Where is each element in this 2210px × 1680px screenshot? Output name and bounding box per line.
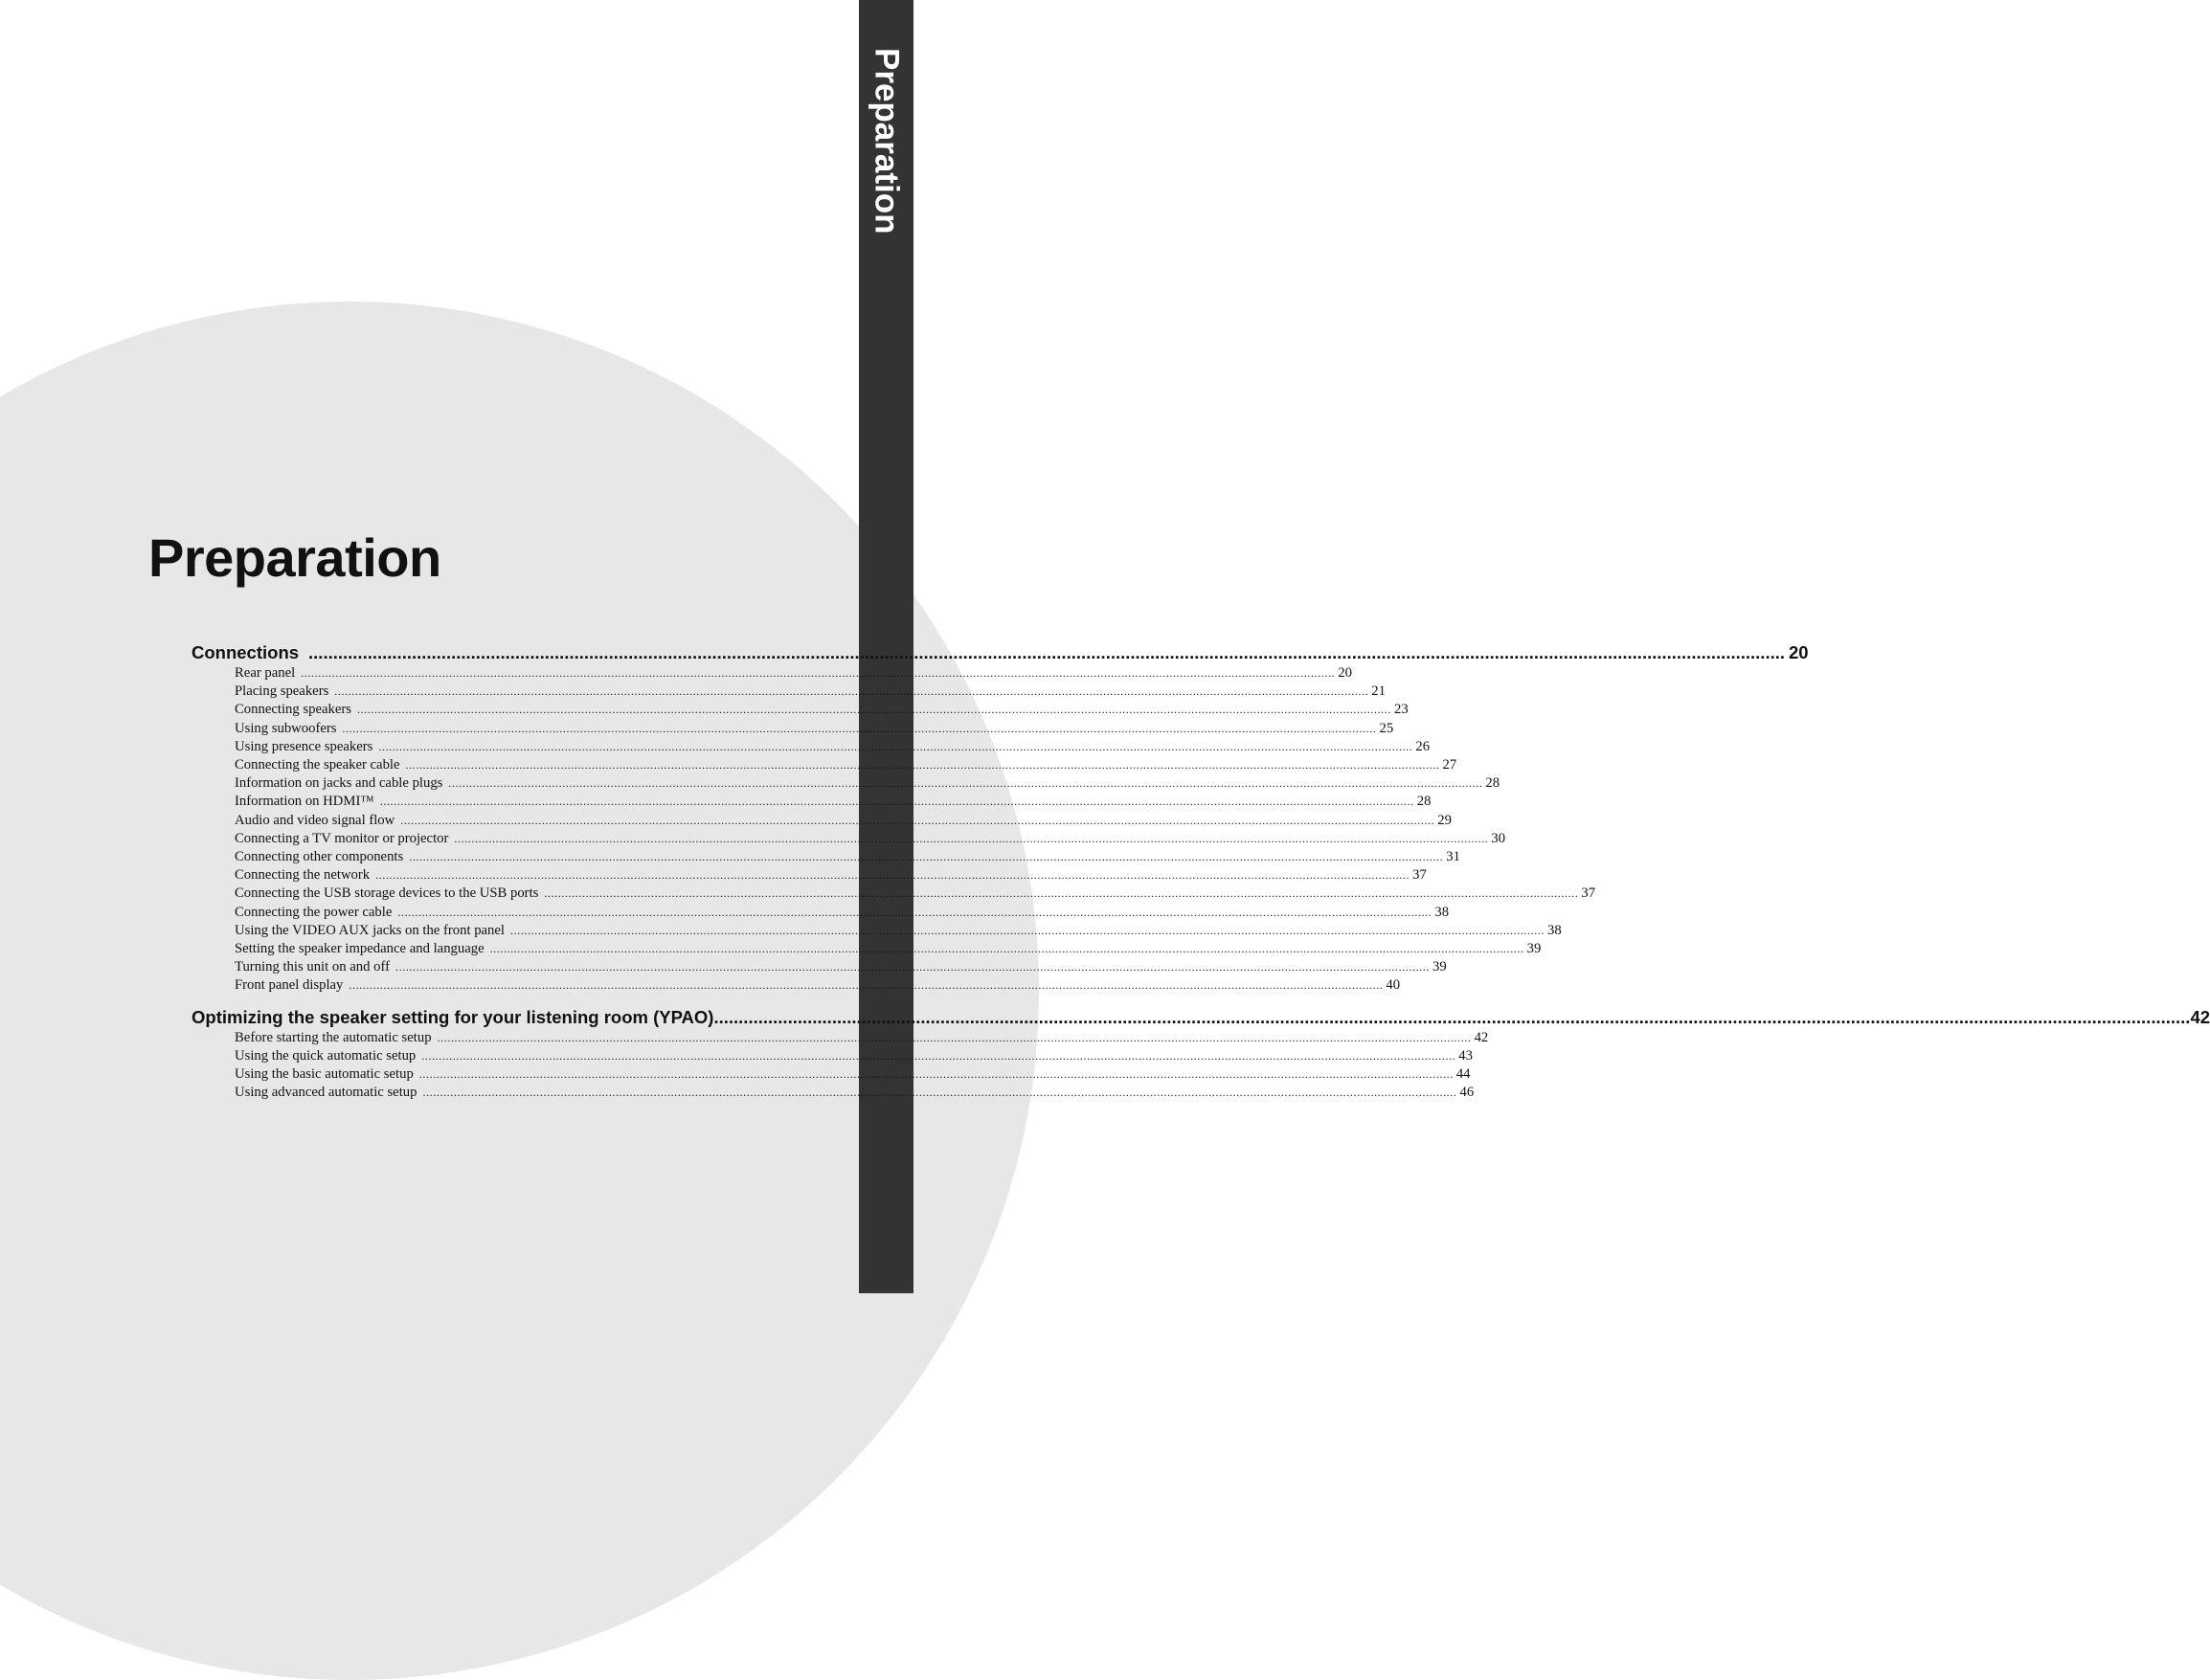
toc-entry-title: Information on jacks and cable plugs: [235, 775, 443, 792]
toc-entry-title: Setting the speaker impedance and language: [235, 941, 485, 957]
toc-entry-title: Using presence speakers: [235, 738, 373, 754]
toc-entry-title: Using advanced automatic setup: [235, 1085, 417, 1101]
toc-entry[interactable]: [235, 812, 1452, 830]
toc-entry-page: 30: [1491, 830, 1506, 846]
toc-entry[interactable]: [235, 958, 1447, 976]
leader-dots: ............................................................................................................................................................................................................................................................................................................: [378, 739, 1413, 753]
toc-entry-title: Connecting a TV monitor or projector: [235, 830, 449, 846]
leader-dots: ............................................................................................................................................................................................................................................................................................................: [301, 666, 1336, 680]
toc-entry-title: Rear panel: [235, 665, 296, 681]
toc-entry-page: 39: [1432, 959, 1447, 975]
toc-entry-page: 25: [1379, 720, 1394, 736]
toc-entry-page: 26: [1415, 738, 1431, 754]
toc-entry-title: Connecting the network: [235, 867, 371, 884]
leader-dots: ............................................................................................................................................................................................................................................................................................................: [544, 886, 1579, 901]
toc-entry-page: 28: [1416, 794, 1432, 810]
toc-entry-page: 29: [1437, 812, 1452, 828]
toc-entry-page: 43: [1458, 1047, 1473, 1064]
toc-entry-title: Using the quick automatic setup: [235, 1047, 417, 1064]
toc-entry[interactable]: [235, 720, 1394, 738]
leader-dots: ............................................................................................................................................................................................................................................................................................................: [409, 850, 1444, 864]
leader-dots: ............................................................................................................................................................................................................................................................................................................: [454, 831, 1489, 845]
leader-dots: ............................................................................................................................................................................................................................................................................................................: [379, 795, 1414, 809]
toc-entry-title: Front panel display: [235, 977, 344, 994]
toc-entry-title: Turning this unit on and off: [235, 959, 390, 975]
toc-entry[interactable]: [235, 664, 1352, 683]
leader-dots: ............................................................................................................................................................................................................................................................................................................: [400, 813, 1435, 827]
toc-entry-page: 37: [1412, 867, 1427, 884]
toc-entry[interactable]: [235, 922, 1562, 940]
toc-entry-title: Connecting speakers: [235, 702, 351, 718]
toc-entry-title: Connecting the speaker cable: [235, 757, 400, 773]
page-title: Preparation: [148, 527, 441, 588]
leader-dots: ............................................................................................................................................................................................................................................................................................................: [349, 978, 1384, 993]
toc-entry[interactable]: [235, 1029, 1489, 1047]
toc-entry-title: Connecting the USB storage devices to the USB ports: [235, 885, 539, 902]
toc-entry-page: 39: [1526, 941, 1542, 957]
toc-entry[interactable]: [235, 701, 1409, 719]
toc-entry-title: Audio and video signal flow: [235, 812, 395, 828]
toc-entry-page: 27: [1442, 757, 1457, 773]
leader-dots: ............................................................................................................................................................................................................................................................................................................: [421, 1048, 1456, 1063]
leader-dots: ............................................................................................................................................................................................................................................................................................................: [489, 942, 1524, 956]
toc-entry-title: Using the basic automatic setup: [235, 1066, 414, 1083]
toc-entry[interactable]: [235, 830, 1506, 848]
leader-dots: ............................................................................................................................................................................................................................................................................................................: [405, 758, 1440, 773]
toc-entry[interactable]: [235, 904, 1450, 922]
toc-entry-page: 37: [1581, 885, 1596, 902]
toc-section-title: Optimizing the speaker setting for your listening room (YPAO): [192, 1006, 714, 1027]
toc-entry-page: 38: [1547, 922, 1562, 938]
leader-dots: ............................................................................................................................................................................................................................................................................................................: [437, 1030, 1472, 1044]
leader-dots: ............................................................................................................................................................................................................................................................................................................: [418, 1067, 1454, 1082]
toc-entry[interactable]: [235, 976, 1401, 995]
leader-dots: ............................................................................................................................................................................................................................................................................................................: [448, 776, 1483, 791]
toc-section-ypao: [192, 1006, 2210, 1103]
toc-entry-list: [192, 1029, 1489, 1103]
leader-dots: ............................................................................................................................................................................................................................................................................................................: [342, 721, 1377, 735]
toc-entry-page: 23: [1393, 702, 1409, 718]
toc-entry-list: [192, 664, 1596, 996]
toc-entry[interactable]: [235, 940, 1542, 958]
toc-entry-page: 46: [1459, 1085, 1475, 1101]
toc-entry-page: 40: [1386, 977, 1401, 994]
toc-entry-page: 21: [1371, 683, 1386, 700]
toc-entry[interactable]: [235, 885, 1596, 903]
toc-entry-title: Before starting the automatic setup: [235, 1029, 432, 1045]
toc-entry-title: Placing speakers: [235, 683, 329, 700]
toc-entry-page: 28: [1485, 775, 1500, 792]
leader-dots: ............................................................................................................................................................................................................................................................................................................: [397, 905, 1432, 919]
leader-dots: ............................................................................................................................................................................................................................................................................................................: [308, 642, 1785, 662]
toc-section-title: Connections: [192, 642, 300, 662]
toc-entry-page: 38: [1434, 904, 1450, 920]
toc-entry-title: Using subwoofers: [235, 720, 337, 736]
toc-section-page: 20: [1789, 642, 1809, 662]
toc-section-page: 42: [2190, 1006, 2210, 1027]
toc-entry-title: Using the VIDEO AUX jacks on the front panel: [235, 922, 506, 938]
leader-dots: ............................................................................................................................................................................................................................................................................................................: [375, 868, 1410, 883]
toc-entry[interactable]: [235, 683, 1386, 701]
toc-entry[interactable]: [235, 774, 1500, 793]
toc-entry-page: 44: [1455, 1066, 1471, 1083]
toc-entry[interactable]: [235, 1065, 1471, 1084]
table-of-contents: [192, 641, 2210, 1102]
toc-section-heading[interactable]: [192, 641, 1809, 664]
leader-dots: ............................................................................................................................................................................................................................................................................................................: [713, 1006, 2191, 1027]
toc-section-connections: [192, 641, 1809, 996]
toc-section-heading[interactable]: [192, 1006, 2210, 1029]
toc-entry[interactable]: [235, 738, 1431, 756]
toc-entry[interactable]: [235, 866, 1427, 885]
leader-dots: ............................................................................................................................................................................................................................................................................................................: [422, 1086, 1457, 1100]
leader-dots: ............................................................................................................................................................................................................................................................................................................: [395, 960, 1430, 974]
toc-entry[interactable]: [235, 793, 1432, 811]
leader-dots: ............................................................................................................................................................................................................................................................................................................: [356, 703, 1391, 717]
toc-entry[interactable]: [235, 848, 1460, 866]
toc-entry-title: Information on HDMI™: [235, 794, 374, 810]
toc-entry-title: Connecting other components: [235, 849, 404, 865]
leader-dots: ............................................................................................................................................................................................................................................................................................................: [510, 923, 1545, 937]
side-tab-label: Preparation: [868, 48, 906, 235]
toc-entry-title: Connecting the power cable: [235, 904, 393, 920]
toc-entry[interactable]: [235, 756, 1457, 774]
toc-entry-page: 31: [1446, 849, 1460, 865]
leader-dots: ............................................................................................................................................................................................................................................................................................................: [334, 684, 1369, 699]
toc-entry-page: 42: [1474, 1029, 1489, 1045]
toc-entry-page: 20: [1338, 665, 1352, 681]
toc-entry[interactable]: [235, 1047, 1473, 1065]
toc-entry[interactable]: [235, 1084, 1475, 1102]
